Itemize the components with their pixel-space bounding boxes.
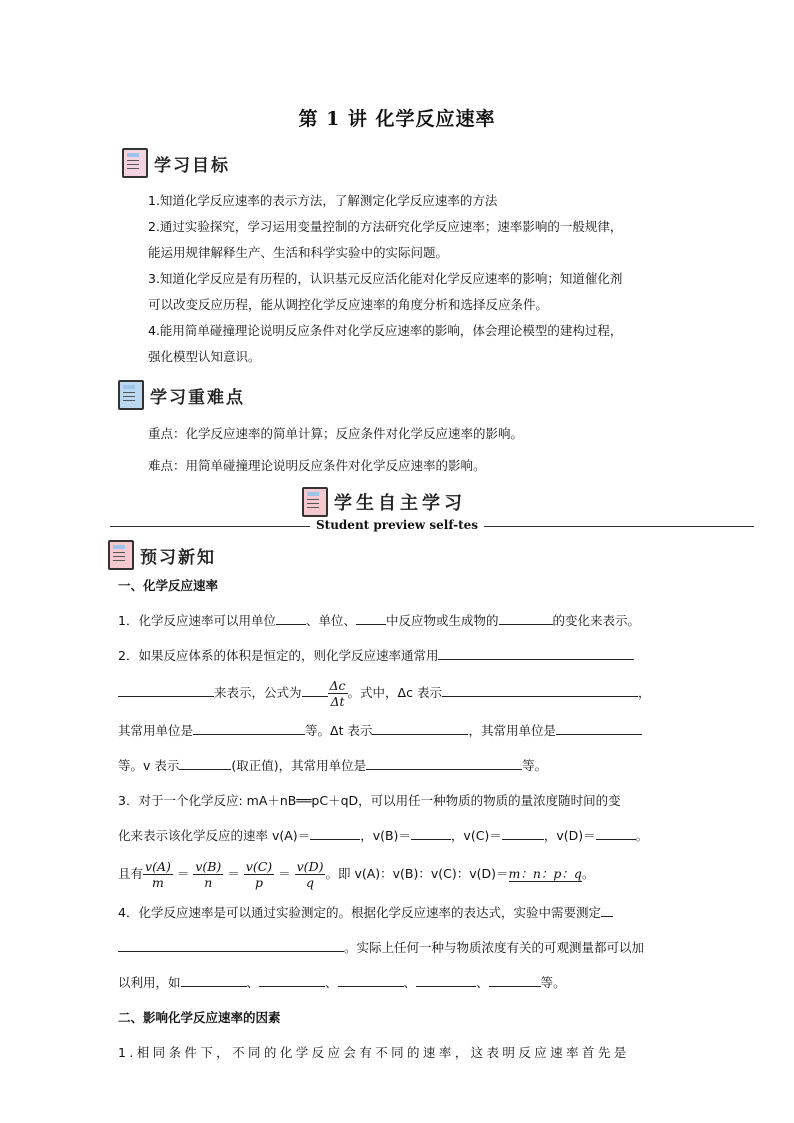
answer-blank bbox=[438, 647, 634, 660]
answer-blank bbox=[118, 684, 214, 697]
question-4-line-1: 4．化学反应速率是可以通过实验测定的。根据化学反应速率的表达式，实验中需要测定 bbox=[118, 895, 688, 930]
banner-subtitle: Student preview self-tes bbox=[310, 518, 484, 532]
objective-line: 3.知道化学反应是有历程的，认识基元反应活化能对化学反应速率的影响；知道催化剂 bbox=[148, 271, 623, 286]
objective-line: 强化模型认知意识。 bbox=[148, 349, 261, 364]
notebook-icon bbox=[118, 380, 144, 410]
answer-blank bbox=[276, 612, 306, 625]
answer-blank bbox=[411, 827, 451, 840]
answer-blank bbox=[596, 827, 636, 840]
question-3-line-1: 3．对于一个化学反应: mA＋nB══pC＋qD，可以用任一种物质的物质的量浓度随时间的变 bbox=[118, 793, 621, 808]
answer-blank bbox=[372, 722, 468, 735]
answer-blank bbox=[356, 612, 386, 625]
question-4-line-3: 以利用，如 、 、 、 、 等。 bbox=[118, 975, 566, 990]
answer-blank bbox=[416, 974, 476, 987]
objective-line: 4.能用简单碰撞理论说明反应条件对化学反应速率的影响，体会理论模型的建构过程， bbox=[148, 323, 623, 338]
answer-blank bbox=[181, 974, 247, 987]
answer-blank bbox=[259, 974, 325, 987]
answer-blank bbox=[601, 904, 613, 917]
objective-line: 2.通过实验探究，学习运用变量控制的方法研究化学反应速率；速率影响的一般规律， bbox=[148, 219, 623, 234]
preview-heading: 预习新知 bbox=[140, 547, 216, 568]
question-2-line-3: 其常用单位是 等。Δt 表示 ，其常用单位是 bbox=[118, 713, 688, 748]
banner-subtitle-wrap bbox=[0, 518, 794, 532]
section-heading: 二、影响化学反应速率的因素 bbox=[118, 1010, 281, 1025]
objective-line: 能运用规律解释生产、生活和科学实验中的实际问题。 bbox=[148, 245, 449, 260]
key-point: 重点：化学反应速率的简单计算；反应条件对化学反应速率的影响。 bbox=[148, 426, 524, 441]
rate-fraction: $\frac{v(A)}{m}$ bbox=[145, 859, 171, 890]
answer-blank bbox=[442, 684, 638, 697]
answer-blank bbox=[310, 827, 360, 840]
answer-blank bbox=[502, 827, 544, 840]
answer-blank bbox=[179, 757, 231, 770]
answer-blank bbox=[338, 974, 404, 987]
question-5: 1.相同条件下，不同的化学反应会有不同的速率，这表明反应速率首先是 bbox=[118, 1045, 630, 1060]
hard-point: 难点：用简单碰撞理论说明反应条件对化学反应速率的影响。 bbox=[148, 458, 486, 473]
difficulty-heading: 学习重难点 bbox=[150, 387, 245, 408]
objective-line: 可以改变反应历程，能从调控化学反应速率的角度分析和选择反应条件。 bbox=[148, 297, 549, 312]
answer-blank bbox=[499, 612, 553, 625]
rate-fraction: $\frac{v(B)}{n}$ bbox=[195, 859, 222, 890]
answer-blank bbox=[118, 939, 344, 952]
question-4-line-2: 。实际上任何一种与物质浓度有关的可观测量都可以加 bbox=[118, 930, 688, 965]
answer-blank bbox=[556, 722, 642, 735]
ratio-answer: m：n：p：q bbox=[508, 866, 582, 881]
banner-header bbox=[302, 487, 466, 517]
book-icon bbox=[122, 148, 148, 178]
preview-header bbox=[108, 540, 216, 570]
page-title: 第 1 讲 化学反应速率 bbox=[298, 108, 496, 130]
rate-fraction: $\frac{v(C)}{p}$ bbox=[245, 859, 273, 890]
objectives-heading: 学习目标 bbox=[154, 155, 230, 176]
question-3-line-3: 且有 $\frac{v(A)}{m}$ ＝ $\frac{v(B)}{n}$ ＝ $\frac{v(C)}{p}$ ＝ $\frac{v(D)}{q}$ 。即 v(A)：v(B)：v(C)：v(D)＝m：n：p：q。 bbox=[118, 859, 595, 890]
question-2-line-4: 等。v 表示 (取正值)，其常用单位是 等。 bbox=[118, 758, 548, 773]
question-2-line-1: 2．如果反应体系的体积是恒定的，则化学反应速率通常用 bbox=[118, 638, 688, 673]
difficulty-header bbox=[118, 380, 245, 410]
rate-fraction: $\frac{v(D)}{q}$ bbox=[296, 859, 324, 890]
objective-line: 1.知道化学反应速率的表示方法，了解测定化学反应速率的方法 bbox=[148, 193, 498, 208]
question-3-line-2: 化来表示该化学反应的速率 v(A)＝ ，v(B)＝ ，v(C)＝ ，v(D)＝ 。 bbox=[118, 828, 649, 843]
answer-blank bbox=[302, 684, 328, 697]
flower-book-icon bbox=[108, 540, 134, 570]
open-book-icon bbox=[302, 487, 328, 517]
section-heading: 一、化学反应速率 bbox=[118, 578, 219, 593]
answer-blank bbox=[193, 722, 305, 735]
answer-blank bbox=[366, 757, 522, 770]
banner-heading: 学生自主学习 bbox=[334, 493, 466, 514]
formula-fraction: $\frac{\Delta c}{\Delta t}$ bbox=[329, 678, 346, 709]
difficulty-list bbox=[148, 418, 688, 482]
objectives-list bbox=[148, 188, 688, 370]
answer-blank bbox=[489, 974, 541, 987]
preview-body bbox=[118, 568, 688, 1070]
question-1: 1．化学反应速率可以用单位 、单位、 中反应物或生成物的 的变化来表示。 bbox=[118, 613, 641, 628]
question-2-line-2: 来表示，公式为 $\frac{\Delta c}{\Delta t}$ 。式中，Δc 表示 ， bbox=[118, 673, 688, 713]
objectives-header bbox=[122, 148, 230, 178]
